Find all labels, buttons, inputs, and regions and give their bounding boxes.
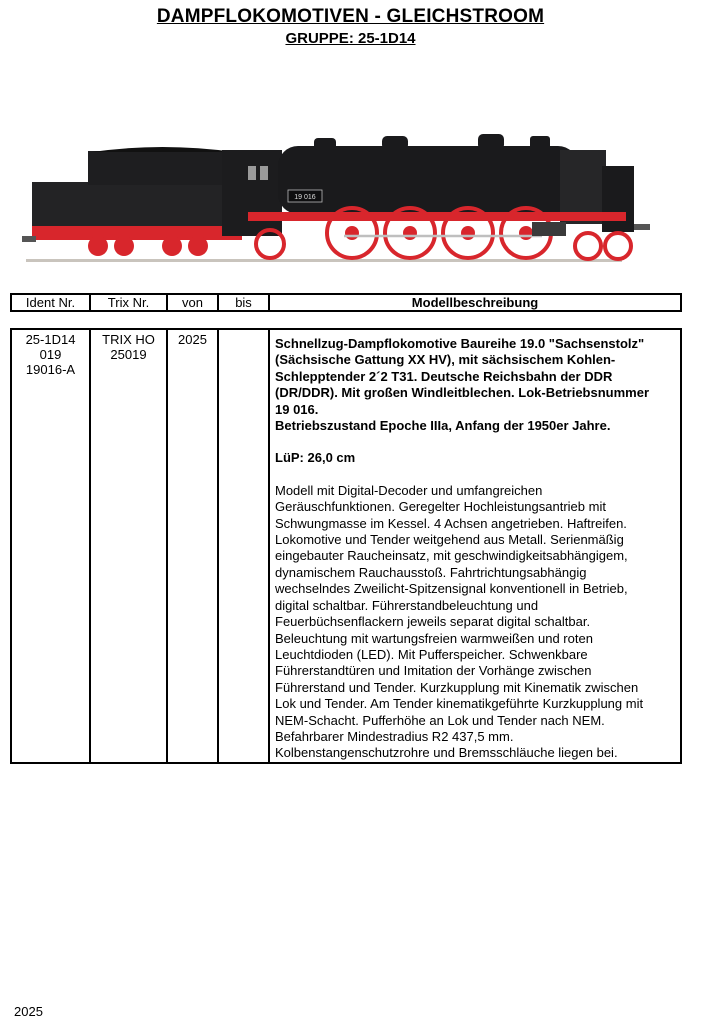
page-title: DAMPFLOKOMOTIVEN - GLEICHSTROOM	[156, 6, 545, 27]
ident-line: 25-1D14	[25, 332, 76, 347]
description-line: wechselndes Zweilicht-Spitzensignal konventionell in Betrieb,	[275, 581, 628, 597]
description-line: Schwungmasse im Kessel. 4 Achsen angetrieben. Haftreifen.	[275, 515, 627, 531]
description-line: Führerstandtüren und Imitation der Vorhänge zwischen	[275, 663, 592, 679]
header-ident: Ident Nr.	[11, 294, 90, 311]
description-title-line: (DR/DDR). Mit großen Windleitblechen. Lok-Betriebsnummer	[275, 385, 650, 401]
description-line: Geräuschfunktionen. Geregelter Hochleistungsantrieb mit	[275, 499, 606, 515]
description-title-line: Betriebszustand Epoche IIIa, Anfang der 1950er Jahre.	[275, 418, 611, 434]
description-line: NEM-Schacht. Pufferhöhe an Lok und Tender nach NEM.	[275, 712, 605, 728]
header-description: Modellbeschreibung	[269, 294, 681, 311]
header-von: von	[167, 294, 218, 311]
table-row	[11, 329, 681, 763]
number-plate: 19 016	[294, 194, 316, 201]
header-trix: Trix Nr.	[90, 294, 167, 311]
description-line: digital schaltbar. Führerstandbeleuchtung und	[275, 597, 539, 613]
description-title-line: 19 016.	[275, 401, 319, 417]
von-cell: 2025	[167, 329, 218, 763]
bis-cell	[218, 329, 269, 763]
model-table	[10, 328, 682, 764]
description-line: Kolbenstangenschutzrohre und Bremsschläuche liegen bei.	[275, 745, 618, 761]
description-line: Befahrbarer Mindestradius R2 437,5 mm.	[275, 728, 514, 744]
ident-line: 019	[39, 347, 62, 362]
header-bis: bis	[218, 294, 269, 311]
header-table	[10, 293, 682, 312]
description-line: Lok und Tender. Am Tender kinematikgeführte Kurzkupplung mit	[275, 696, 644, 712]
ident-line: 19016-A	[25, 362, 76, 377]
description-cell	[269, 329, 681, 763]
description-line: Führerstand und Tender. Kurzkupplung mit Kinematik zwischen	[275, 679, 639, 695]
description-title-line: Schlepptender 2´2 T31. Deutsche Reichsbahn der DDR	[275, 368, 613, 384]
description-line: eingebauter Raucheinsatz, mit geschwindigkeitsabhängigem,	[275, 548, 628, 564]
trix-cell	[90, 329, 167, 763]
description-title-line: Schnellzug-Dampflokomotive Baureihe 19.0 "Sachsenstolz"	[275, 336, 645, 351]
page-subtitle: GRUPPE: 25-1D14	[285, 30, 416, 47]
trix-line: TRIX HO	[102, 332, 155, 347]
trix-line: 25019	[110, 347, 147, 362]
footer-year: 2025	[14, 1004, 43, 1019]
description-title-line: (Sächsische Gattung XX HV), mit sächsischem Kohlen-	[275, 352, 616, 368]
description-line: dynamischem Rauchausstoß. Fahrtrichtungsabhängig	[275, 564, 587, 580]
description-line: Leuchtdioden (LED). Mit Pufferspeicher. Schwenkbare	[275, 646, 588, 662]
lup-value: LüP: 26,0 cm	[275, 450, 356, 466]
description-line: Feuerbüchsenflackern jeweils separat digital schaltbar.	[275, 614, 591, 630]
ident-cell	[11, 329, 90, 763]
locomotive-photo	[22, 126, 662, 268]
description-line: Modell mit Digital-Decoder und umfangreichen	[275, 482, 543, 498]
description-line: Lokomotive und Tender weitgehend aus Metall. Serienmäßig	[275, 532, 624, 548]
description-line: Beleuchtung mit wartungsfreien warmweißen und roten	[275, 630, 593, 646]
